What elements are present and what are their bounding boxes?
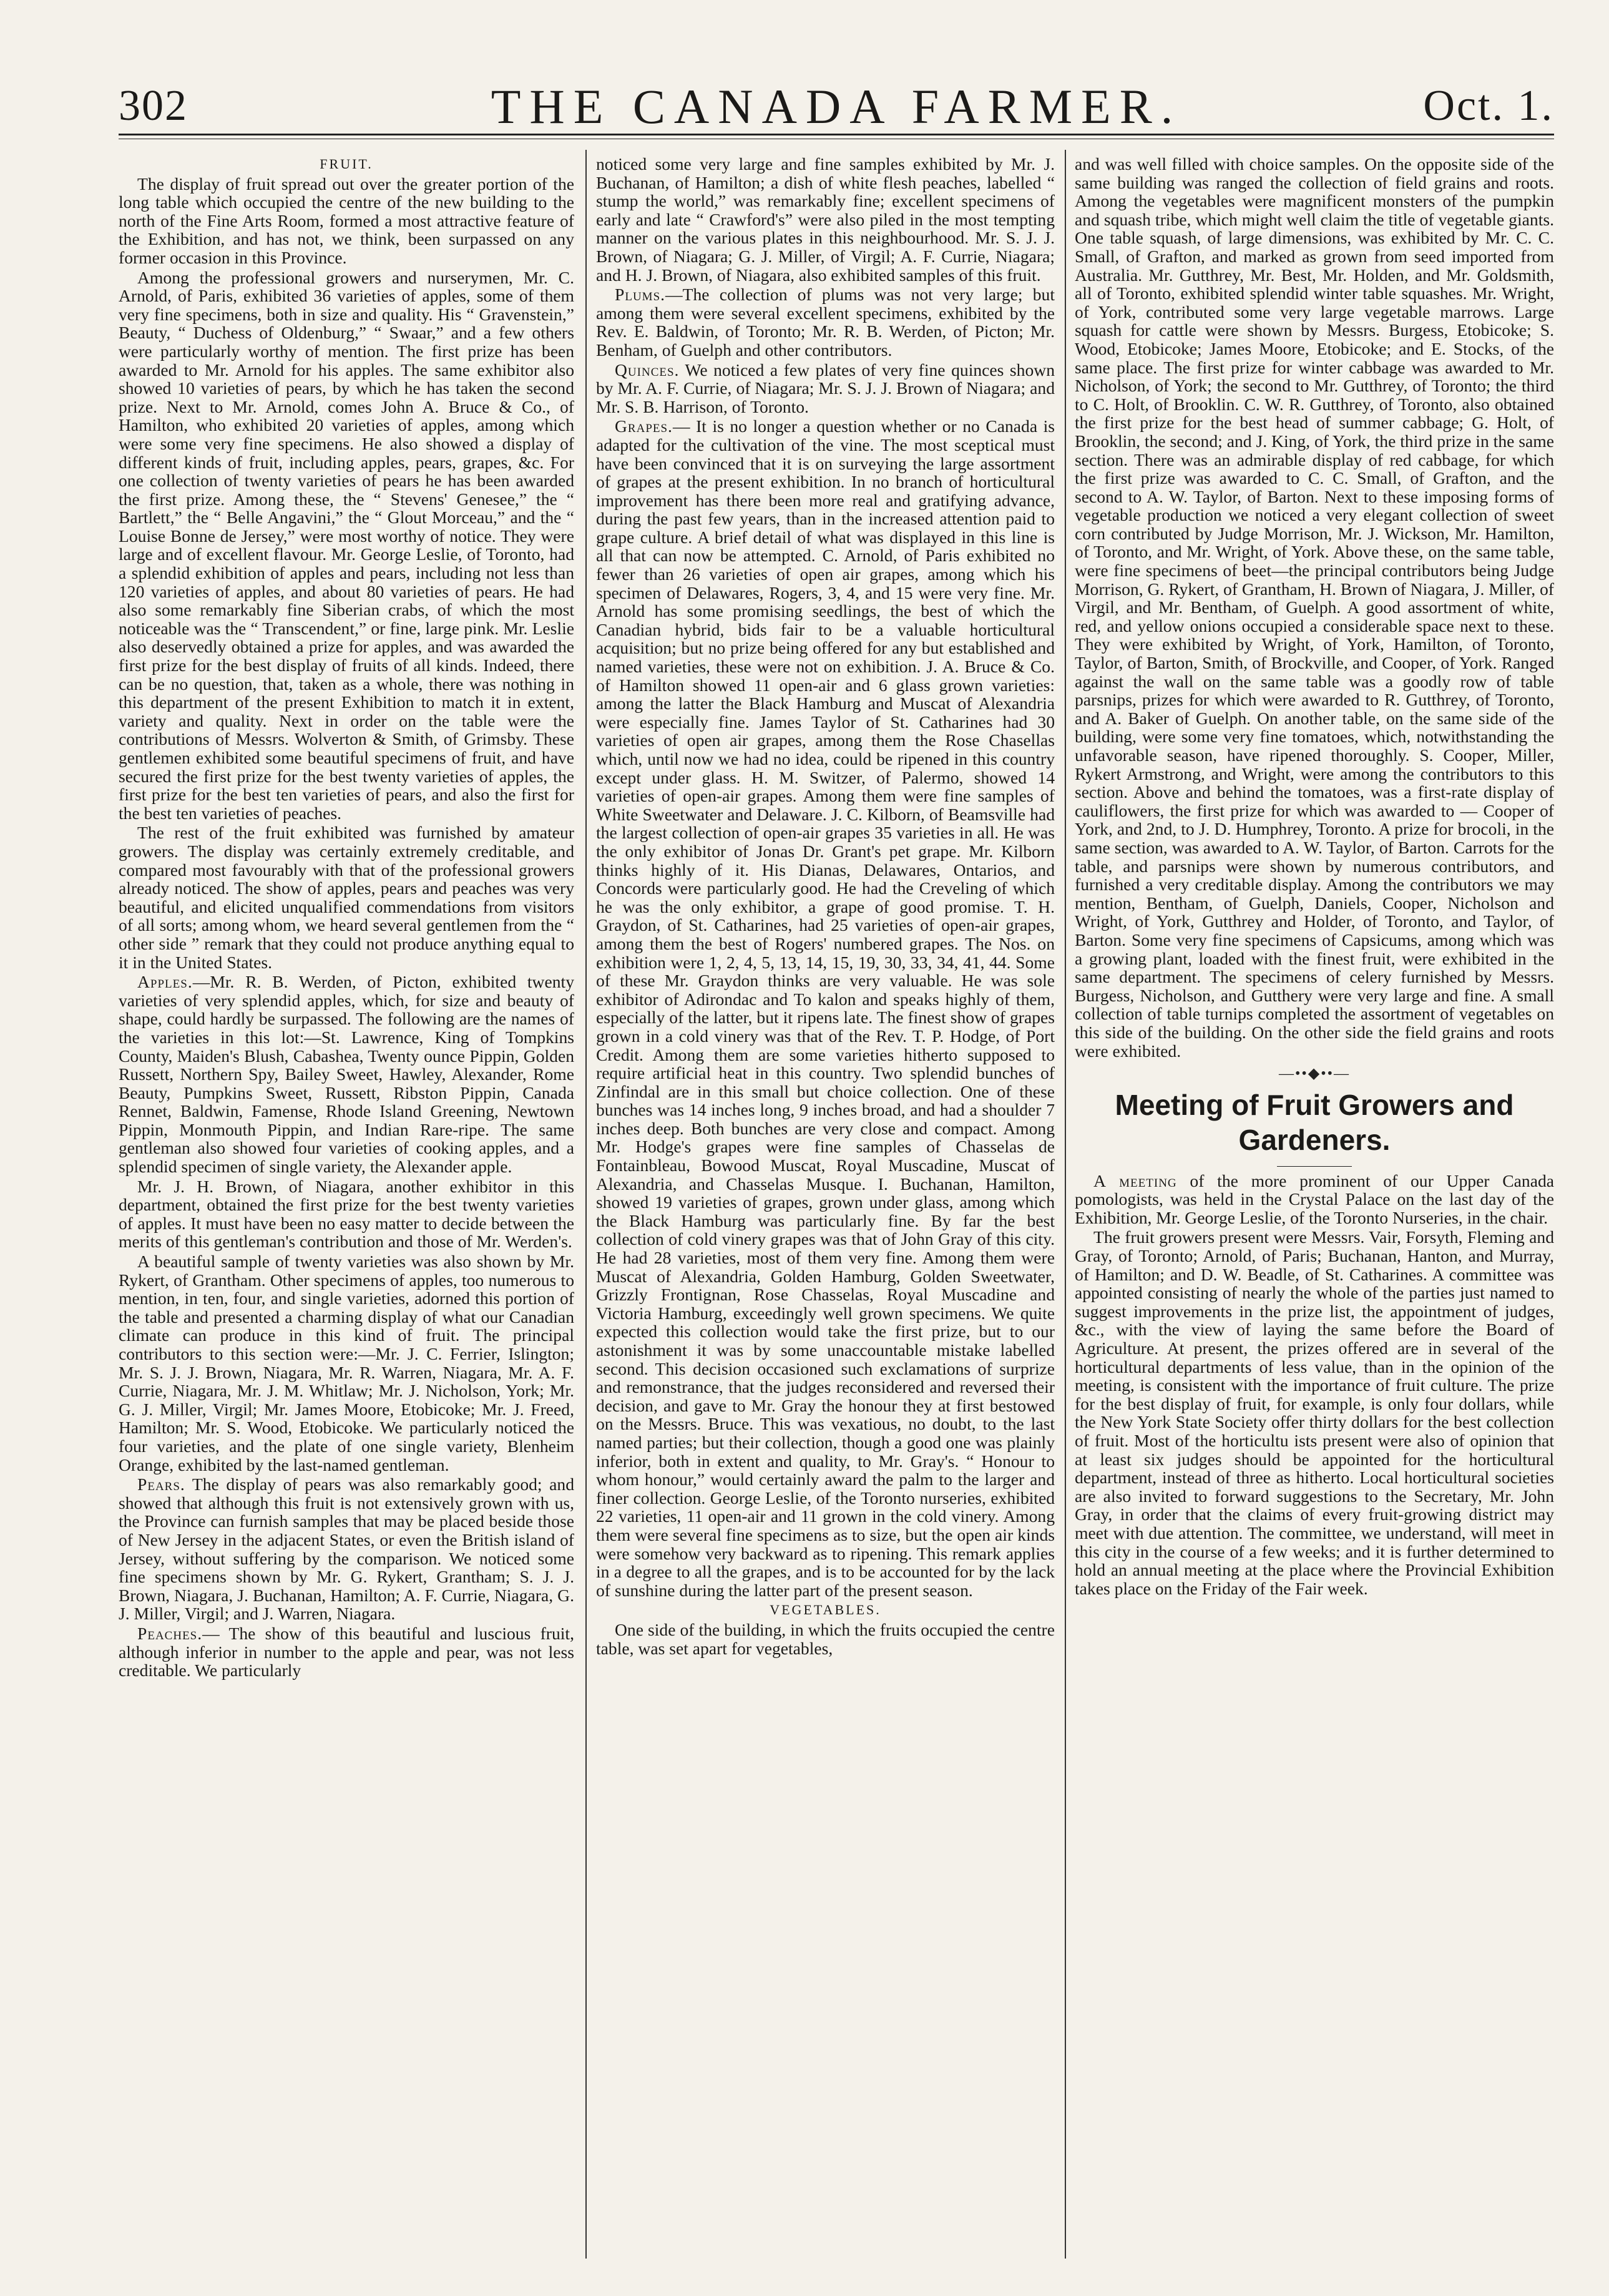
paragraph-text: The display of pears was also remarkably good; and showed that although this fruit is not extensively grown with us, the Province can furnish samples that may be placed beside those of New Jersey in the adjacent States, or even the British island of Jersey, without suffering by the comparison. We noticed some fine specimens shown by Mr. G. Rykert, Grantham; S. J. J. Brown, Niagara, J. Buchanan, Hamilton; A. F. Currie, Niagara, G. J. Miller, Virgil; and J. Warren, Niagara. bbox=[119, 1474, 574, 1624]
column-divider bbox=[585, 150, 587, 2259]
paragraph bbox=[596, 361, 1055, 416]
paragraph bbox=[119, 1624, 574, 1680]
paragraph: A beautiful sample of twenty varieties was also shown by Mr. Rykert, of Grantham. Other specimens of apples, too numerous to mention, in ten, four, and single varieties, adorned this portion of the table and presented a charming display of what our Canadian climate can produce in this kind of fruit. The principal contributors to this section were:—Mr. J. C. Ferrier, Islington; Mr. S. J. J. Brown, Niagara, Mr. R. Warren, Niagara, Mr. A. F. Currie, Niagara, Mr. J. M. Whitlaw; Mr. J. Nicholson, York; Mr. G. J. Miller, Virgil; Mr. James Moore, Etobicoke; Mr. J. Freed, Hamilton; Mr. S. Wood, Etobicoke. We particularly noticed the four varieties, and the plate of one single variety, Blenheim Orange, exhibited by the last-named gentleman. bbox=[119, 1252, 574, 1474]
paragraph: The rest of the fruit exhibited was furnished by amateur growers. The display was certainly extremely creditable, and compared most favourably with that of the professional growers already noticed. The show of apples, pears and peaches was very beautiful, and elicited unqualified commendations from visitors of all sorts; among whom, we heard several gentlemen from the “ other side ” remark that they could not produce anything equal to it in the United States. bbox=[119, 823, 574, 972]
paragraph: noticed some very large and fine samples exhibited by Mr. J. Buchanan, of Hamilton; a dish of white flesh peaches, labelled “ stump the world,” was remarkably fine; excellent specimens of early and late “ Crawford's” were also piled in the most tempting manner on the various plates in this neighbourhood. Mr. S. J. J. Brown, of Niagara; G. J. Miller, of Virgil; A. F. Currie, Niagara; and H. J. Brown, of Niagara, also exhibited samples of this fruit. bbox=[596, 155, 1055, 285]
page-header bbox=[119, 74, 1554, 142]
masthead-title: THE CANADA FARMER. bbox=[491, 79, 1182, 134]
section-heading-vegetables: VEGETABLES. bbox=[770, 1602, 881, 1618]
paragraph: Among the professional growers and nurserymen, Mr. C. Arnold, of Paris, exhibited 36 varieties of apples, some of them very fine specimens, both in size and quality. His “ Gravenstein,” Beauty, “ Duchess of Oldenburg,” “ Swaar,” and a few others were particularly worthy of mention. The first prize has been awarded to Mr. Arnold for his apples. The same exhibitor also showed 10 varieties of pears, by which he has taken the second prize. Next to Mr. Arnold, comes John A. Bruce & Co., of Hamilton, who exhibited 20 varieties of apples, among which were some very fine specimens. He also showed a display of different kinds of fruit, including apples, pears, grapes, &c. For one collection of twenty varieties of pears he has been awarded the first prize. Among these, the “ Stevens' Genesee,” the “ Bartlett,” the “ Belle Angavini,” the “ Glout Morceau,” and the “ Louise Bonne de Jersey,” were most worthy of notice. They were large and of excellent flavour. Mr. George Leslie, of Toronto, had a splendid exhibition of apples and pears, including not less than 120 varieties of apples, and about 80 varieties of pears. He had also some remarkably fine Siberian crabs, of which the most noticeable was the “ Transcendent,” or fine, large pink. Mr. Leslie also deservedly obtained a prize for apples, and was awarded the first prize for the best display of fruits of all kinds. Indeed, there can be no question, that, taken as a whole, there was nothing in this department of the present Exhibition to match it in extent, variety and quality. Next in order on the table were the contributions of Messrs. Wolverton & Smith, of Grimsby. These gentlemen exhibited some beautiful specimens of fruit, and have secured the first prize for the best twenty varieties of apples, the first prize for the best ten varieties of pears, and also the first for the best ten varieties of peaches. bbox=[119, 267, 574, 823]
run-in-heading: Pears. bbox=[137, 1474, 185, 1494]
header-rule bbox=[119, 134, 1554, 135]
page-number: 302 bbox=[119, 82, 188, 130]
run-in-heading: Quinces. bbox=[615, 360, 680, 380]
paragraph bbox=[119, 973, 574, 1176]
heading-rule bbox=[1277, 1166, 1352, 1167]
column-2 bbox=[596, 155, 1055, 2252]
column-3 bbox=[1075, 155, 1554, 2252]
run-in-heading: Grapes. bbox=[615, 416, 673, 436]
paragraph-text: — The show of this beautiful and luscious fruit, although inferior in number to the apple and pear, was not less creditable. We particularly bbox=[119, 1623, 574, 1680]
paragraph: Mr. J. H. Brown, of Niagara, another exhibitor in this department, obtained the first prize for the best twenty varieties of apples. It must have been no easy matter to decide between the merits of this gentleman's contribution and those of Mr. Werden's. bbox=[119, 1176, 574, 1252]
section-heading-fruit: FRUIT. bbox=[320, 156, 373, 172]
paragraph: and was well filled with choice samples. On the opposite side of the same building was ranged the collection of field grains and roots. Among the vegetables were magnificent monsters of the pumpkin and squash tribe, which might well claim the title of vegetable giants. One table squash, of large dimensions, was exhibited by Mr. C. C. Small, of Grafton, and marked as grown from seed imported from Australia. Mr. Gutthrey, Mr. Best, Mr. Holden, and Mr. Goldsmith, all of Toronto, exhibited splendid winter table squashes. Mr. Wright, of York, contributed some very large vegetable marrows. Large squash for cattle were shown by Messrs. Burgess, Etobicoke; S. Wood, Etobicoke; James Moore, Etobicoke; and E. Stocks, of the same place. The first prize for winter cabbage was awarded to Mr. Nicholson, of York; the second to Mr. Gutthrey, of Toronto; the third to C. Holt, of Brooklin. C. W. R. Gutthrey, of Toronto, also obtained the first prize for the best head of summer cabbage; G. Holt, of Brooklin, the second; and J. King, of York, the third prize in the same section. There was an admirable display of red cabbage, for which the first prize was awarded to C. C. Small, of Grafton, and the second to A. W. Taylor, of Barton. Next to these imposing forms of vegetable production we noticed a very elegant collection of sweet corn contributed by Judge Morrison, Mr. J. Wickson, Mr. Hamilton, of Toronto, and Mr. Wright, of York. Above these, on the same table, were fine specimens of beet—the principal contributors being Judge Morrison, G. Rykert, of Grantham, H. Brown of Niagara, J. Miller, of Virgil, and Mr. Bentham, of Guelph. A good assortment of white, red, and yellow onions occupied a considerable space next to these. They were exhibited by Wright, of York, Hamilton, of Toronto, Taylor, of Barton, Smith, of Brockville, and Cooper, of York. Ranged against the wall on the same table was a goodly row of table parsnips, prizes for which were awarded to R. Gutthrey, of Toronto, and A. Baker of Guelph. On another table, on the same side of the building, were some very fine tomatoes, which, notwithstanding the unfavorable season, have ripened thoroughly. S. Cooper, Miller, Rykert Armstrong, and Wright, were among the contributors to this section. Above and behind the tomatoes, was a first-rate display of cauliflowers, the first prize for which was awarded to — Cooper of York, and 2nd, to J. D. Humphrey, Toronto. A prize for brocoli, in the same section, was awarded to A. W. Taylor, of Barton. Carrots for the table, and parsnips were shown by numerous contributors, and furnished a very creditable display. Among the contributors we may mention, Bentham, of Guelph, Daniels, Cooper, Nicholson and Wright, of York, Gutthrey and Holder, of Toronto, and Taylor, of Barton. Some very fine specimens of Capsicums, among which was a growing plant, loaded with the finest fruit, were exhibited in the same department. The specimens of celery furnished by Messrs. Burgess, Nicholson, and Gutthery were very large and fine. A small collection of table turnips completed the assortment of vegetables on this side of the building. On the other side the field grains and roots were exhibited. bbox=[1075, 155, 1554, 1061]
paragraph bbox=[596, 285, 1055, 359]
run-in-heading: Apples. bbox=[137, 972, 193, 992]
article-heading: Meeting of Fruit Growers and Gardeners. bbox=[1115, 1088, 1514, 1156]
paragraph-text: of the more prominent of our Upper Canada pomologists, was held in the Crystal Palace on the last day of the Exhibition, Mr. George Leslie, of the Toronto Nurseries, in the chair. bbox=[1075, 1170, 1554, 1227]
section-ornament: —••◆••— bbox=[1278, 1066, 1351, 1082]
issue-date: Oct. 1. bbox=[1423, 82, 1554, 130]
paragraph bbox=[596, 417, 1055, 1599]
paragraph bbox=[119, 1475, 574, 1623]
run-in-heading: Plums. bbox=[615, 285, 666, 305]
column-1 bbox=[119, 155, 574, 2252]
paragraph: One side of the building, in which the fruits occupied the centre table, was set apart for vegetables, bbox=[596, 1619, 1055, 1658]
paragraph: The display of fruit spread out over the greater portion of the long table which occupied the centre of the new building to the north of the Fine Arts Room, formed a most attractive feature of the Exhibition, and has not, we think, been surpassed on any former occasion in this Province. bbox=[119, 174, 574, 267]
paragraph-text: —Mr. R. B. Werden, of Picton, exhibited twenty varieties of very splendid apples, which, for size and beauty of shape, could hardly be surpassed. The following are the names of the varieties in this lot:—St. Lawrence, King of Tompkins County, Maiden's Blush, Cabashea, Twenty ounce Pippin, Golden Russett, Northern Spy, Bailey Sweet, Hawley, Alexander, Rome Beauty, Pumpkins Sweet, Russett, Ribston Pippin, Canada Rennet, Baldwin, Famense, Rhode Island Greening, Newtown Pippin, Monmouth Pippin, and Indian Rare-ripe. The same gentleman also showed four varieties of cooking apples, and a splendid specimen of single variety, the Alexander apple. bbox=[119, 972, 574, 1177]
paragraph-text: — It is no longer a question whether or no Canada is adapted for the cultivation of the vine. The most sceptical must have been convinced that it is on surveying the large assortment of grapes at the present exhibition. In no branch of horticultural improvement has there been more real and gratifying advance, during the past few years, than in the increased attention paid to grape culture. A brief detail of what was displayed in this line is all that can now be attempted. C. Arnold, of Paris exhibited no fewer than 26 varieties of open air grapes, among which his specimen of Delawares, Rogers, 3, 4, and 15 were very fine. Mr. Arnold has some promising seedlings, the best of which the Canadian hybrid, bids fair to be a valuable horticultural acquisition; but no prize being offered for any but established and named varieties, these were not on exhibition. J. A. Bruce & Co. of Hamilton showed 11 open-air and 6 glass grown varieties: among the latter the Black Hamburg and Muscat of Alexandria were especially fine. James Taylor of St. Catharines had 30 varieties of open air grapes, among them the Rose Chasellas which, until now we had no idea, could be ripened in this country except under glass. H. M. Switzer, of Palermo, showed 14 varieties of open-air grapes. Among them were fine samples of White Sweetwater and Delaware. J. C. Kilborn, of Beamsville had the largest collection of open-air grapes 35 varieties in all. He was the only exhibitor of Jonas Dr. Grant's pet grape. Mr. Kilborn thinks highly of it. His Dianas, Delawares, Ontarios, and Concords were particularly good. He had the Creveling of which he was the only exhibitor, a grape of good promise. T. H. Graydon, of St. Catharines, had 25 varieties of open-air grapes, among them the best of Rogers' numbered grapes. The Nos. on exhibition were 1, 2, 4, 5, 13, 14, 15, 19, 30, 33, 34, 41, 44. Some of these Mr. Graydon thinks are very valuable. He was sole exhibitor of Adirondac and To kalon and speaks highly of them, especially of the latter, but it ripens late. The finest show of grapes grown in a cold vinery was that of the Rev. T. P. Hodge, of Port Credit. Among them are some varieties hitherto supposed to require artificial heat in this country. Two splendid bunches of Zinfindal are in this small but choice collection. One of these bunches was 14 inches long, 9 inches broad, and had a shoulder 7 inches deep. Both bunches are very close and compact. Among Mr. Hodge's grapes were fine samples of Chasselas de Fontainbleau, Bowood Muscat, Royal Muscadine, Muscat of Alexandria, and Chasselas Musque. I. Buchanan, Hamilton, showed 19 varieties of grapes, grown under glass, among which the Black Hamburg was particularly fine. By far the best collection of cold vinery grapes was that of John Gray of this city. He had 28 varieties, most of them very fine. Among them were Muscat of Alexandria, Golden Hamburg, Golden Sweetwater, Grizzly Frontignan, Rose Chasselas, Royal Muscadine and Victoria Hamburg, exceedingly well grown specimens. We quite expected this collection would take the first prize, but to our astonishment it was by some unaccountable mistake labelled second. This decision occasioned such exclamations of surprize and remonstrance, that the judges reconsidered and reversed their decision, and gave to Mr. Gray the honour they at first bestowed on the Messrs. Bruce. This was vexatious, no doubt, to the last named parties; but their collection, though a good one was plainly inferior, both in extent and quality, to Mr. Gray's. “ Honour to whom honour,” would certainly award the palm to the larger and finer collection. George Leslie, of the Toronto nurseries, exhibited 22 varieties, 11 open-air and 11 grown in the cold vinery. Among them were several fine specimens as to size, but the open air kinds were somehow very backward as to ripening. This remark applies in a degree to all the grapes, and is to be accounted for by the lack of sunshine during the latter part of the present season. bbox=[596, 416, 1055, 1600]
paragraph-text: —The collection of plums was not very large; but among them were several excellent specimens, exhibited by the Rev. E. Baldwin, of Toronto; Mr. R. B. Werden, of Picton; Mr. Benham, of Guelph and other contributors. bbox=[596, 285, 1055, 360]
column-divider bbox=[1065, 150, 1066, 2259]
run-in-heading: Peaches. bbox=[137, 1623, 203, 1643]
paragraph-text: We noticed a few plates of very fine quinces shown by Mr. A. F. Currie, of Niagara; Mr. S. J. J. Brown of Niagara; and Mr. S. B. Harrison, of Toronto. bbox=[596, 360, 1055, 416]
run-in-heading: A meeting bbox=[1093, 1170, 1177, 1190]
paragraph: The fruit growers present were Messrs. Vair, Forsyth, Fleming and Gray, of Toronto; Arnold, of Paris; Buchanan, Hanton, and Murray, of Hamilton; and D. W. Beadle, of St. Catharines. A committee was appointed consisting of nearly the whole of the parties just named to suggest improvements in the prize list, the appointment of judges, &c., with the view of laying the same before the Board of Agriculture. At present, the prizes offered are in several of the horticultural departments of less value, than in the opinion of the meeting, is consistent with the importance of fruit culture. The prize for the best display of fruit, for example, is only four dollars, while the New York State Society offer thirty dollars for the best collection of fruit. Most of the horticultu ists present were also of opinion that at least six judges should be appointed for the horticultural department, instead of three as hitherto. Local horticultural societies are also invited to forward suggestions to the Secretary, Mr. John Gray, in order that the claims of every fruit-growing district may meet with due attention. The committee, we understand, will meet in this city in the course of a few weeks; and it is further determined to hold an annual meeting at the place where the Provincial Exhibition takes place on the Friday of the Fair week. bbox=[1075, 1227, 1554, 1598]
paragraph bbox=[1075, 1172, 1554, 1227]
